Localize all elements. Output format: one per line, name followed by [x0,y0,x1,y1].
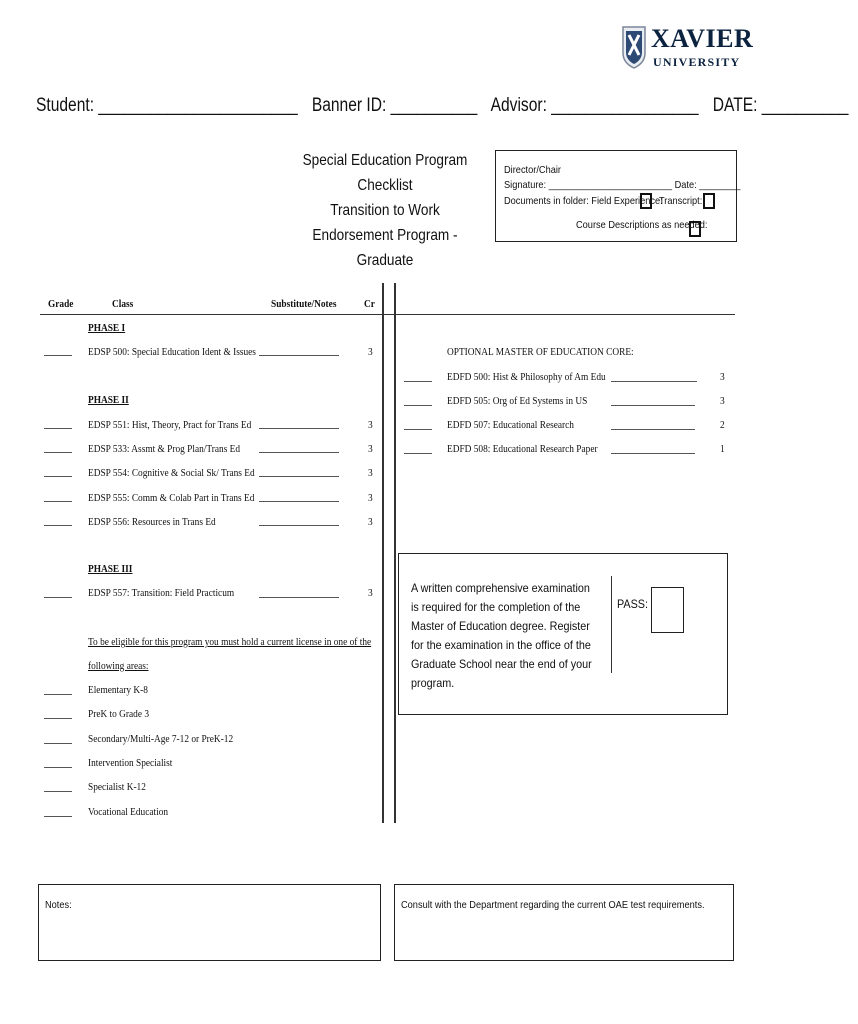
student-field[interactable]: Student: _______________________ [36,95,298,116]
substitute-blank[interactable] [259,355,339,356]
grade-blank[interactable] [44,355,72,356]
course-credits: 3 [368,492,373,504]
director-box [495,150,741,242]
course-credits: 3 [368,587,373,599]
transcript-checkbox[interactable] [703,193,715,209]
course-credits: 2 [720,419,725,431]
course-name: EDSP 500: Special Education Ident & Issues [88,346,256,358]
pass-label: PASS: [617,597,649,611]
course-name: EDSP 557: Transition: Field Practicum [88,587,235,599]
phase-2-label: PHASE II [88,394,129,406]
substitute-blank[interactable] [259,428,339,429]
exam-divider [611,576,612,673]
course-credits: 3 [720,371,725,383]
logo-word-university: UNIVERSITY [653,55,741,69]
pass-checkbox[interactable] [651,587,684,633]
course-name: EDFD 505: Org of Ed Systems in US [447,395,588,407]
phase-3-label: PHASE III [88,563,133,575]
consult-text: Consult with the Department regarding the current OAE test requirements. [401,899,705,911]
eligibility-line-1: To be eligible for this program you must hold a current license in one of the [88,636,372,648]
header-credits: Cr [364,298,375,310]
course-name: EDSP 556: Resources in Trans Ed [88,516,216,528]
course-credits: 1 [720,443,725,455]
license-blank[interactable] [44,694,72,695]
transcript-label: Transcript: [659,195,703,207]
substitute-blank[interactable] [611,381,697,382]
course-credits: 3 [368,346,373,358]
consult-box [394,884,734,961]
xavier-logo [619,24,754,72]
optional-core-heading: OPTIONAL MASTER OF EDUCATION CORE: [447,346,634,358]
course-credits: 3 [368,467,373,479]
license-area: Specialist K-12 [88,781,146,793]
course-credits: 3 [368,516,373,528]
title-line-2: Transition to Work [330,202,440,219]
license-blank[interactable] [44,767,72,768]
header-class: Class [112,298,134,310]
grade-blank[interactable] [404,405,432,406]
documents-field-experience-label: Documents in folder: Field Experience: [504,195,663,207]
license-blank[interactable] [44,743,72,744]
grade-blank[interactable] [44,501,72,502]
exam-requirement-text: A written comprehensive examination is required for the completion of the Master of Education degree. Register for the examination in the office of the Graduate School near the end of your program. [411,581,592,690]
grade-blank[interactable] [404,429,432,430]
course-credits: 3 [368,419,373,431]
header-rule [40,314,735,315]
substitute-blank[interactable] [259,597,339,598]
notes-box[interactable] [38,884,381,961]
column-divider-left [382,283,384,823]
course-name: EDSP 554: Cognitive & Social Sk/ Trans Ed [88,467,255,479]
license-area: Vocational Education [88,806,169,818]
license-area: Elementary K-8 [88,684,148,696]
course-name: EDFD 508: Educational Research Paper [447,443,598,455]
course-name: EDSP 551: Hist, Theory, Pract for Trans Ed [88,419,252,431]
grade-blank[interactable] [44,597,72,598]
advisor-field[interactable]: Advisor: _________________ [490,95,699,116]
course-name: EDFD 507: Educational Research [447,419,574,431]
license-blank[interactable] [44,718,72,719]
substitute-blank[interactable] [611,429,695,430]
license-area: Secondary/Multi-Age 7-12 or PreK-12 [88,733,234,745]
course-credits: 3 [720,395,725,407]
eligibility-line-2: following areas: [88,660,149,672]
grade-blank[interactable] [404,453,432,454]
license-area: Intervention Specialist [88,757,173,769]
banner-id-field[interactable]: Banner ID: __________ [311,95,478,116]
column-divider-right [394,283,396,823]
field-experience-checkbox[interactable] [640,193,652,209]
course-descriptions-checkbox[interactable] [689,221,701,237]
title-line-3: Endorsement Program - Graduate [312,227,458,269]
substitute-blank[interactable] [259,452,339,453]
course-name: EDSP 533: Assmt & Prog Plan/Trans Ed [88,443,241,455]
shield-icon [621,25,647,69]
header-fields [36,95,858,117]
logo-word-xavier: XAVIER [651,24,754,53]
title-line-1: Special Education Program Checklist [302,152,468,194]
course-name: EDSP 555: Comm & Colab Part in Trans Ed [88,492,255,504]
comprehensive-exam-box [398,553,728,715]
date-field[interactable]: DATE: __________ [712,95,849,116]
substitute-blank[interactable] [611,453,695,454]
grade-blank[interactable] [44,452,72,453]
course-name: EDFD 500: Hist & Philosophy of Am Edu [447,371,606,383]
header-substitute-notes: Substitute/Notes [271,298,337,310]
substitute-blank[interactable] [259,476,339,477]
course-credits: 3 [368,443,373,455]
header-grade: Grade [48,298,74,310]
grade-blank[interactable] [404,381,432,382]
substitute-blank[interactable] [259,501,339,502]
grade-blank[interactable] [44,476,72,477]
course-descriptions-label: Course Descriptions as needed: [576,219,708,231]
substitute-blank[interactable] [259,525,339,526]
phase-1-label: PHASE I [88,322,126,334]
director-chair-label: Director/Chair [504,164,561,176]
grade-blank[interactable] [44,525,72,526]
notes-label: Notes: [45,899,72,911]
license-blank[interactable] [44,791,72,792]
grade-blank[interactable] [44,428,72,429]
license-area: PreK to Grade 3 [88,708,150,720]
license-blank[interactable] [44,816,72,817]
page-title [287,148,483,273]
signature-line[interactable]: Signature: ________________________ Date: ________ [504,179,741,191]
substitute-blank[interactable] [611,405,695,406]
